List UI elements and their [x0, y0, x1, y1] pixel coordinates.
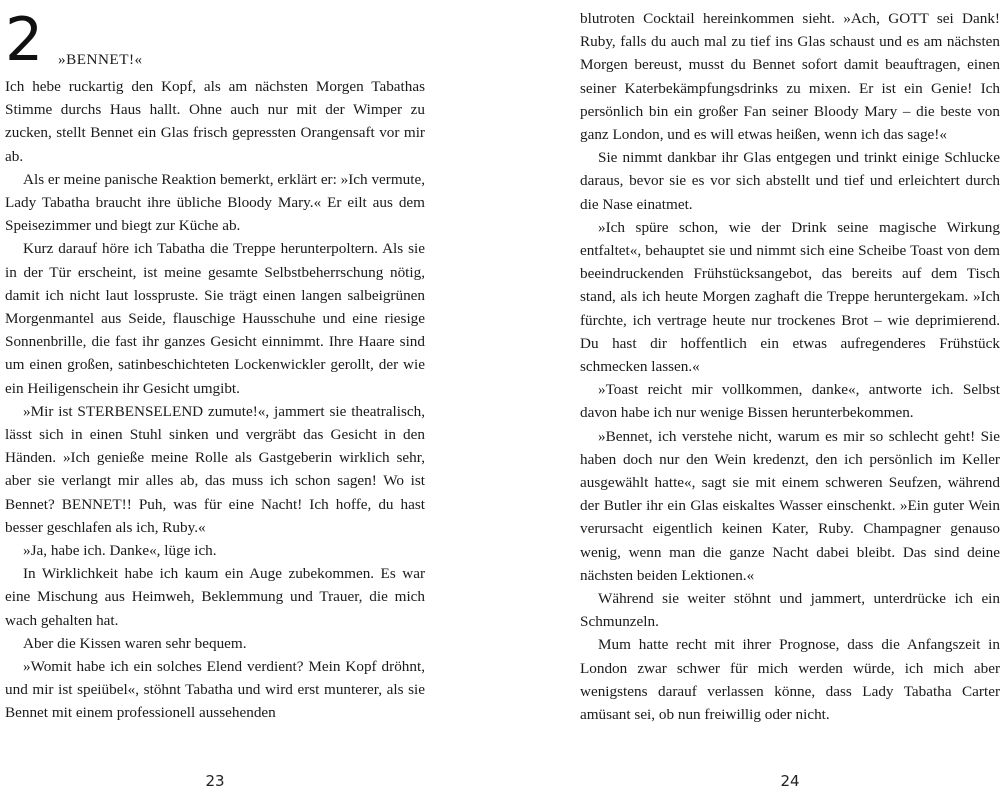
left-page-text: [5, 75, 425, 725]
paragraph: Als er meine panische Reaktion bemerkt, erklärt er: »Ich vermute, Lady Tabatha braucht ihre übliche Bloody Mary.« Er eilt aus dem Speisezimmer und biegt zur Küche ab.: [5, 170, 425, 235]
paragraph: »Mir ist STERBENSELEND zumute!«, jammert sie theatralisch, lässt sich in einen Stuhl sinken und vergräbt das Gesicht in den Händen. »Ich genieße meine Rolle als Gastgeberin wirklich sehr, aber sie verlangt mir alles ab, das muss ich schon sagen! Wo ist Bennet? BENNET!! Puh, was für eine Nacht! Ich hoffe, du hast besser geschlafen als ich, Ruby.«: [5, 402, 425, 536]
right-page: [580, 0, 1000, 800]
paragraph: Kurz darauf höre ich Tabatha die Treppe herunterpoltern. Als sie in der Tür erscheint, ist meine gesamte Selbstbeherrschung nötig, damit ich nicht laut losspruste. Sie trägt einen langen salbeigrünen Morgenmantel aus Seide, flauschige Hausschuhe und eine riesige Sonnenbrille, die fast ihr ganzes Gesicht einnimmt. Ihre Haare sind um einen großen, satinbeschichteten Lockenwickler gerollt, der wie ein Heiligenschein ihr Gesicht umgibt.: [5, 240, 425, 397]
paragraph: Während sie weiter stöhnt und jammert, unterdrücke ich ein Schmunzeln.: [580, 590, 1000, 631]
paragraph: Mum hatte recht mit ihrer Prognose, dass die Anfangszeit in London zwar schwer für mich werden würde, ich mich aber wenigstens darauf verlassen könne, dass Lady Tabatha Carter amüsant sei, ob nun freiwillig oder nicht.: [580, 636, 1000, 724]
paragraph: »Ja, habe ich. Danke«, lüge ich.: [23, 542, 217, 560]
paragraph: »Womit habe ich ein solches Elend verdient? Mein Kopf dröhnt, und mir ist speiübel«, stöhnt Tabatha und wird erst munterer, als sie Bennet mit einem professionell aussehenden: [5, 658, 425, 722]
paragraph: »Ich spüre schon, wie der Drink seine magische Wirkung entfaltet«, behauptet sie und nimmt sich eine Scheibe Toast von dem beeindruckenden Frühstücksangebot, das bereits auf dem Tisch stand, als ich heute Morgen zaghaft die Treppe heruntergekam. »Ich fürchte, ich vertrage heute nur trockenes Brot – wie deprimierend. Du hast dir hoffentlich ein etwas aufregenderes Frühstück schmecken lassen.«: [580, 218, 1000, 376]
paragraph: Ich hebe ruckartig den Kopf, als am nächsten Morgen Tabathas Stimme durchs Haus hallt. Ohne auch nur mit der Wimper zu zucken, stellt Bennet ein Glas frisch gepressten Orangensaft vor mir ab.: [5, 78, 425, 165]
page-number: 23: [205, 771, 225, 790]
chapter-opening-line: »BENNET!«: [58, 51, 143, 68]
chapter-number: 2: [5, 5, 44, 75]
page-number: 24: [780, 771, 800, 790]
paragraph: »Toast reicht mir vollkommen, danke«, antworte ich. Selbst davon habe ich nur wenige Bissen herunterbekommen.: [580, 381, 1000, 422]
paragraph: Sie nimmt dankbar ihr Glas entgegen und trinkt einige Schlucke daraus, bevor sie es vor sich abstellt und tief und erleichtert durch die Nase einatmet.: [580, 149, 1000, 213]
right-page-text: [580, 7, 1000, 726]
left-page: [5, 0, 425, 800]
paragraph: blutroten Cocktail hereinkommen sieht. »Ach, GOTT sei Dank! Ruby, falls du auch mal zu tief ins Glas schaust und es am nächsten Morgen bereust, musst du Bennet sofort damit beauftragen, einen seiner Katerbekämpfungsdrinks zu mixen. Er ist ein Genie! Ich persönlich bin ein großer Fan seiner Bloody Mary – die beste von ganz London, und es will etwas heißen, wenn ich das sage!«: [580, 10, 1000, 144]
paragraph: Aber die Kissen waren sehr bequem.: [23, 634, 247, 652]
paragraph: In Wirklichkeit habe ich kaum ein Auge zubekommen. Es war eine Mischung aus Heimweh, Beklemmung und Trauer, die mich wach gehalten hat.: [5, 565, 425, 629]
paragraph: »Bennet, ich verstehe nicht, warum es mir so schlecht geht! Sie haben doch nur den Wein kredenzt, den ich persönlich im Keller ausgewählt hatte«, sagt sie mit einem schweren Seufzen, während der Butler ihr ein Glas eiskaltes Wasser einschenkt. »Ein guter Wein verursacht eigentlich keinen Kater, Ruby. Champagner genauso wenig, wenn man die ganze Nacht dabei bleibt. Das sind deine nächsten beiden Lektionen.«: [580, 427, 1000, 584]
